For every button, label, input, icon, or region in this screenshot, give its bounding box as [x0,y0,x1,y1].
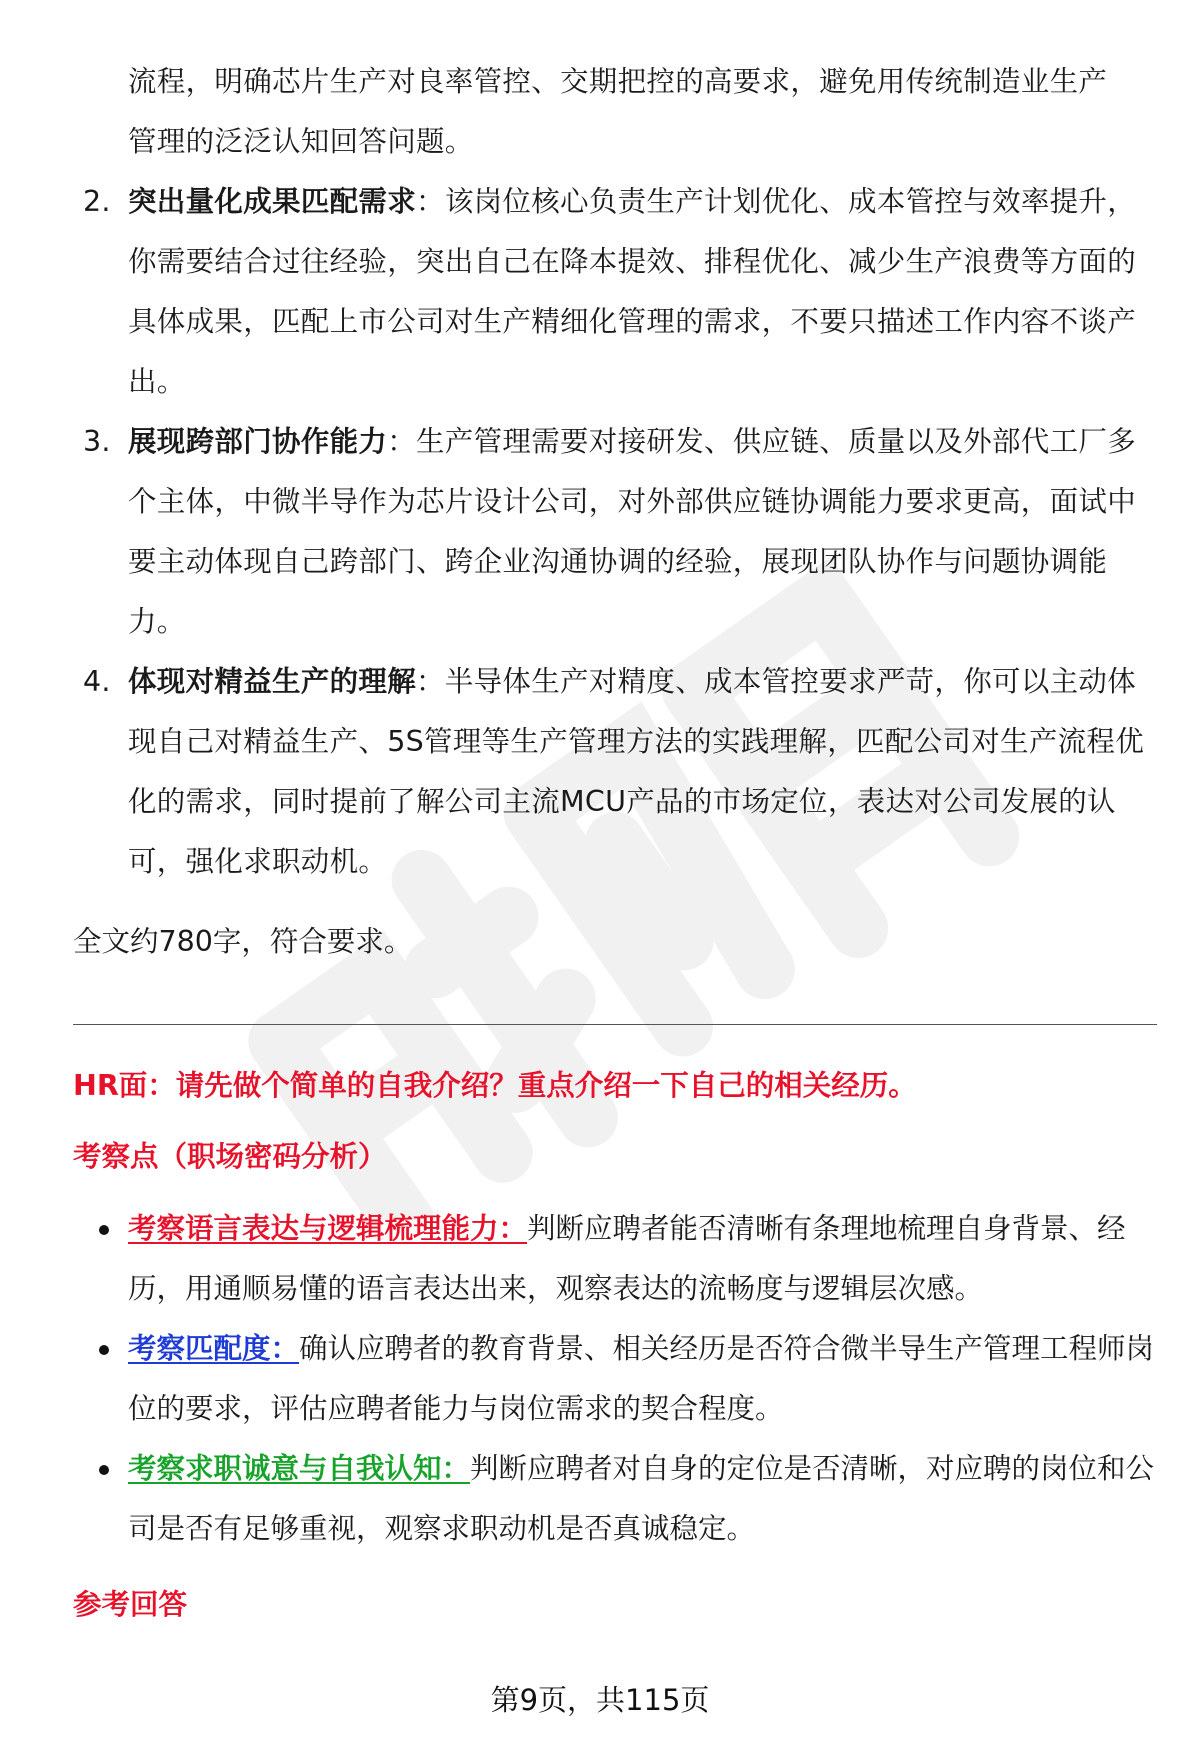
bullet-icon [99,1465,109,1475]
point-tag: 考察求职诚意与自我认知： [128,1452,471,1485]
tip-item [73,652,1153,892]
tip-text: ：该岗位核心负责生产计划优化、成本管控与效率提升，你需要结合过往经验，突出自己在降本提效、排程优化、减少生产浪费等方面的具体成果，匹配上市公司对生产精细化管理的需求，不要只描述工作内容不谈产出。 [128,185,1137,398]
tips-list [73,172,1153,892]
point-text: 判断应聘者对自身的定位是否清晰，对应聘的岗位和公司是否有足够重视，观察求职动机是否真诚稳定。 [128,1452,1155,1545]
continuation-line-1: 流程，明确芯片生产对良率管控、交期把控的高要求，避免用传统制造业生产 [128,65,1108,98]
list-item-continuation [73,52,1153,172]
analysis-point [73,1319,1163,1439]
analysis-point [73,1199,1163,1319]
bullet-icon [99,1345,109,1355]
tip-number: 3. [83,425,111,458]
analysis-heading: 考察点（职场密码分析） [73,1140,387,1173]
question-section [73,1066,1163,1625]
section-divider [73,1024,1157,1025]
answer-heading: 参考回答 [73,1588,188,1621]
tip-title: 突出量化成果匹配需求 [128,185,417,218]
point-tag: 考察匹配度： [128,1332,300,1365]
analysis-point [73,1439,1163,1559]
tip-number: 4. [83,665,111,698]
bullet-icon [99,1225,109,1235]
tip-number: 2. [83,185,111,218]
page-footer: 第9页，共115页 [490,1683,710,1717]
tip-title: 展现跨部门协作能力 [128,425,388,458]
tip-text: ：半导体生产对精度、成本管控要求严苛，你可以主动体现自己对精益生产、5S管理等生产管理方法的实践理解，匹配公司对生产流程优化的需求，同时提前了解公司主流MCU产品的市场定位，表达对公司发展的认可，强化求职动机。 [128,665,1145,878]
continuation-line-2: 管理的泛泛认知回答问题。 [128,125,474,158]
question-heading: HR面：请先做个简单的自我介绍？重点介绍一下自己的相关经历。 [73,1069,917,1102]
point-text: 判断应聘者能否清晰有条理地梳理自身背景、经历，用通顺易懂的语言表达出来，观察表达的流畅度与逻辑层次感。 [128,1212,1126,1305]
point-text: 确认应聘者的教育背景、相关经历是否符合微半导生产管理工程师岗位的要求，评估应聘者能力与岗位需求的契合程度。 [128,1332,1155,1425]
word-count-note: 全文约780字，符合要求。 [73,925,413,958]
document-body [73,52,1153,972]
point-tag: 考察语言表达与逻辑梳理能力： [128,1212,528,1245]
analysis-points [73,1199,1163,1559]
tip-title: 体现对精益生产的理解 [128,665,417,698]
tip-item [73,172,1153,412]
tip-text: ：生产管理需要对接研发、供应链、质量以及外部代工厂多个主体，中微半导作为芯片设计公司，对外部供应链协调能力要求更高，面试中要主动体现自己跨部门、跨企业沟通协调的经验，展现团队协作与问题协调能力。 [128,425,1137,638]
tip-item [73,412,1153,652]
